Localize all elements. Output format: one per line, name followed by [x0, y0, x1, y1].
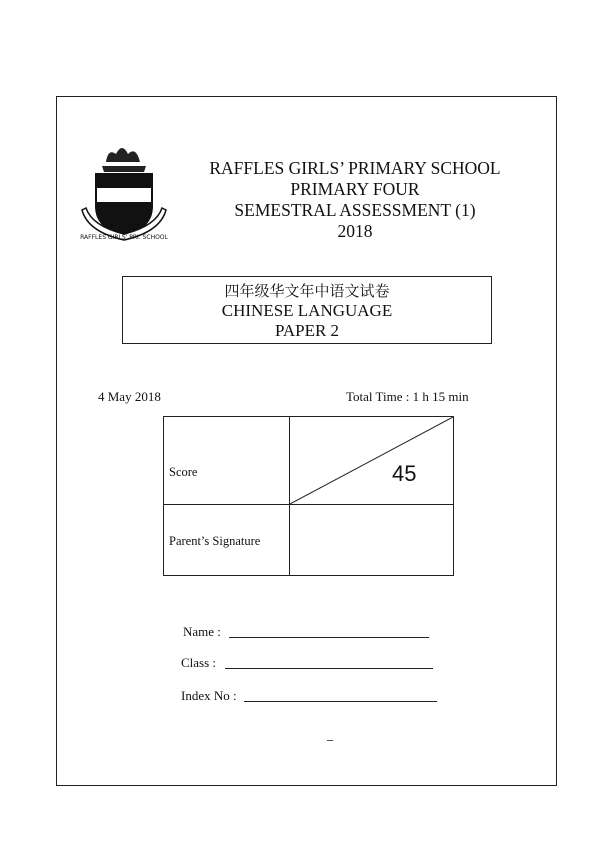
paper-title-box [122, 276, 492, 344]
paper-number: PAPER 2 [274, 321, 340, 340]
parent-signature-label: Parent’s Signature [169, 534, 261, 548]
svg-text:RAFFLES GIRLS' PRI. SCHOOL: RAFFLES GIRLS' PRI. SCHOOL [80, 234, 168, 241]
name-field[interactable] [229, 637, 429, 638]
name-label: Name : [183, 624, 221, 639]
assessment-year: 2018 [337, 221, 373, 241]
school-name: RAFFLES GIRLS’ PRIMARY SCHOOL [209, 158, 501, 178]
total-time: Total Time : 1 h 15 min [346, 389, 469, 404]
table-divider-horizontal [164, 504, 453, 505]
score-table [163, 416, 454, 576]
chinese-title: 四年级华文年中语文试卷 [224, 282, 390, 300]
subject-title: CHINESE LANGUAGE [221, 301, 393, 320]
score-total: 45 [392, 461, 417, 486]
assessment-title: SEMESTRAL ASSESSMENT (1) [234, 200, 476, 220]
school-header [195, 158, 515, 242]
index-label: Index No : [181, 688, 237, 703]
school-crest-logo [78, 140, 170, 246]
exam-date: 4 May 2018 [98, 389, 161, 404]
school-level: PRIMARY FOUR [290, 179, 420, 199]
index-field[interactable] [244, 701, 437, 702]
score-diagonal-line [290, 417, 453, 504]
page-mark [327, 740, 333, 741]
class-field[interactable] [225, 668, 433, 669]
class-label: Class : [181, 655, 217, 670]
score-label: Score [169, 465, 198, 479]
